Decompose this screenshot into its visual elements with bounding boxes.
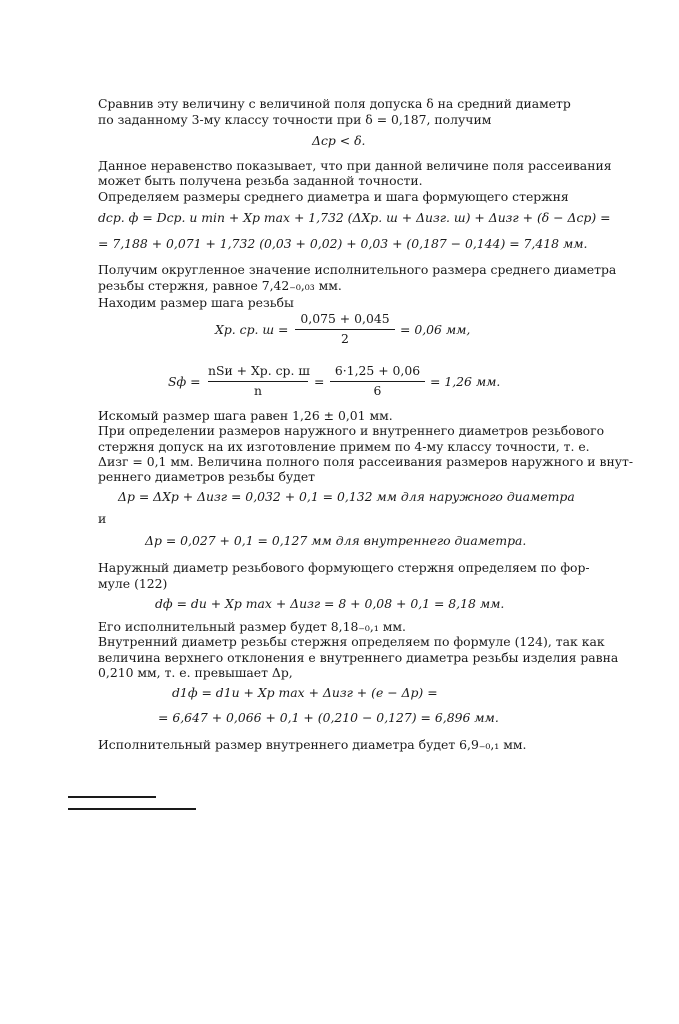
- text-line: по заданному 3-му классу точности при δ = 0,187, получим: [98, 112, 492, 127]
- text-line: может быть получена резьба заданной точности.: [98, 173, 423, 188]
- text-line: стержня допуск на их изготовление примем по 4-му классу точности, т. е.: [98, 439, 590, 454]
- fraction-denominator: 2: [341, 331, 349, 346]
- equation-outer-diameter: dф = dи + Xp max + Δизг = 8 + 0,08 + 0,1 = 8,18 мм.: [155, 596, 505, 611]
- fraction-numerator: nSи + Xp. ср. ш: [208, 363, 310, 378]
- fraction-lhs: Xp. ср. ш =: [215, 322, 289, 337]
- fraction-lhs: Sф =: [168, 374, 201, 389]
- text-line: Искомый размер шага равен 1,26 ± 0,01 мм.: [98, 408, 393, 423]
- text-line: Δизг = 0,1 мм. Величина полного поля рассеивания размеров наружного и внут-: [98, 454, 634, 469]
- text-line: величина верхнего отклонения e внутреннего диаметра резьбы изделия равна: [98, 650, 619, 665]
- text-line: Данное неравенство показывает, что при данной величине поля рассеивания: [98, 158, 612, 173]
- text-line: Определяем размеры среднего диаметра и шага формующего стержня: [98, 189, 569, 204]
- fraction-denominator: 6: [373, 383, 382, 398]
- footnote-rule: [68, 808, 196, 810]
- fraction-bar: [208, 381, 308, 382]
- text-line: Сравнив эту величину с величиной поля допуска δ на средний диаметр: [98, 96, 571, 111]
- text-line: Внутренний диаметр резьбы стержня определяем по формуле (124), так как: [98, 634, 605, 649]
- fraction-numerator: 6·1,25 + 0,06: [334, 363, 421, 378]
- conjunction: и: [98, 511, 107, 526]
- text-line: реннего диаметров резьбы будет: [98, 469, 316, 484]
- fraction-denominator: n: [254, 383, 262, 398]
- text-line: При определении размеров наружного и внутреннего диаметров резьбового: [98, 423, 605, 438]
- fraction-bar: [330, 381, 425, 382]
- equation-outer-scatter: Δр = ΔXр + Δизг = 0,032 + 0,1 = 0,132 мм для наружного диаметра: [118, 489, 575, 504]
- text-line: резьбы стержня, равное 7,42₋₀,₀₃ мм.: [98, 278, 342, 293]
- equation-inner-diameter: d1ф = d1и + Xp max + Δизг + (e − Δр) =: [172, 685, 438, 700]
- text-line: Его исполнительный размер будет 8,18₋₀,₁ мм.: [98, 619, 406, 634]
- equation-mean-diameter-values: = 7,188 + 0,071 + 1,732 (0,03 + 0,02) + 0,03 + (0,187 − 0,144) = 7,418 мм.: [98, 236, 588, 251]
- text-line: муле (122): [98, 576, 168, 591]
- text-line: 0,210 мм, т. е. превышает Δр,: [98, 665, 293, 680]
- footnote-rule: [68, 796, 156, 798]
- text-line: Наружный диаметр резьбового формующего стержня определяем по фор-: [98, 560, 590, 575]
- equals-sign: =: [314, 374, 325, 389]
- fraction-rhs: = 1,26 мм.: [430, 374, 501, 389]
- text-line: Находим размер шага резьбы: [98, 295, 294, 310]
- fraction-bar: [295, 329, 395, 330]
- equation-inner-scatter: Δр = 0,027 + 0,1 = 0,127 мм для внутреннего диаметра.: [145, 533, 527, 548]
- fraction-numerator: 0,075 + 0,045: [300, 311, 390, 326]
- equation-inner-diameter-values: = 6,647 + 0,066 + 0,1 + (0,210 − 0,127) = 6,896 мм.: [158, 710, 499, 725]
- equation-inequality: Δср < δ.: [312, 133, 366, 148]
- text-line: Получим округленное значение исполнительного размера среднего диаметра: [98, 262, 617, 277]
- text-line: Исполнительный размер внутреннего диаметра будет 6,9₋₀,₁ мм.: [98, 737, 527, 752]
- fraction-rhs: = 0,06 мм,: [400, 322, 471, 337]
- equation-mean-diameter: dср. ф = Dср. и min + Xp max + 1,732 (ΔXp. ш + Δизг. ш) + Δизг + (δ − Δср) =: [98, 210, 611, 225]
